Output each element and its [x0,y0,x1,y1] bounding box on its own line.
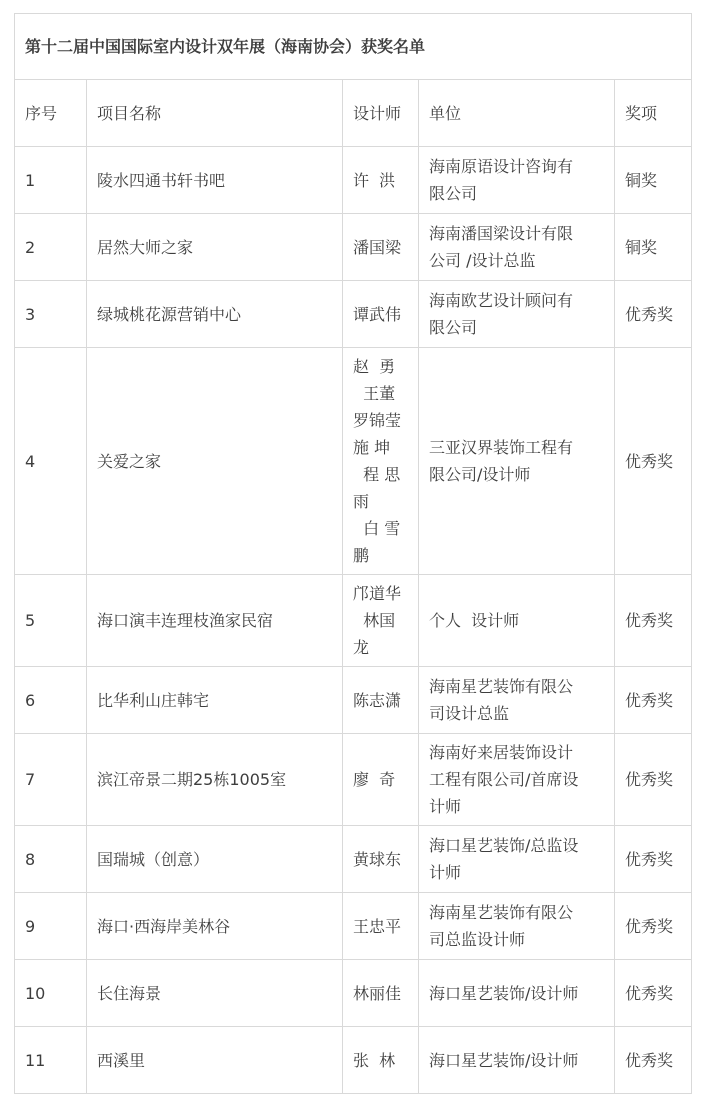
table-row [15,960,692,1027]
designer-line: 王忠平 [353,916,402,936]
designer-line: 谭武伟 [353,304,402,324]
cell-unit [419,667,615,734]
table-row [15,214,692,281]
cell-designer [343,575,419,667]
unit-line: 海南原语设计咨询有 [429,157,574,176]
table-row [15,575,692,667]
cell-no: 6 [15,667,87,734]
designer-line: 潘国梁 [353,237,402,257]
cell-award: 优秀奖 [615,960,692,1027]
cell-no: 10 [15,960,87,1027]
designer-line: 林丽佳 [353,983,402,1003]
header-no: 序号 [15,80,87,147]
unit-line: 海南好来居装饰设计 [429,743,574,762]
table-row [15,348,692,575]
unit-line: 海南欧艺设计顾问有 [429,291,574,310]
designer-line: 雨 [353,492,370,511]
cell-unit [419,960,615,1027]
cell-project: 海口·西海岸美林谷 [87,893,343,960]
unit-line: 工程有限公司/首席设 [429,770,579,789]
unit-line: 司设计总监 [429,704,510,723]
cell-project: 关爱之家 [87,348,343,575]
cell-unit [419,147,615,214]
designer-line: 林国 [353,611,396,630]
cell-no: 9 [15,893,87,960]
unit-line: 海口星艺装饰/设计师 [429,1050,579,1070]
unit-line: 海南星艺装饰有限公 [429,903,574,922]
cell-no: 7 [15,734,87,826]
designer-line: 施 坤 [353,438,391,457]
designer-line: 白 雪 [353,519,401,538]
cell-unit [419,826,615,893]
unit-line: 计师 [429,863,462,882]
cell-no: 8 [15,826,87,893]
cell-award: 优秀奖 [615,734,692,826]
header-designer: 设计师 [343,80,419,147]
header-project: 项目名称 [87,80,343,147]
header-row [15,80,692,147]
unit-line: 个人 设计师 [429,611,520,630]
designer-line: 龙 [353,638,370,657]
cell-project: 长住海景 [87,960,343,1027]
unit-line: 海南潘国梁设计有限 [429,224,574,243]
designer-line: 黄球东 [353,849,402,869]
designer-line: 赵 勇 [353,357,396,376]
cell-award: 优秀奖 [615,667,692,734]
table-row [15,667,692,734]
cell-designer [343,1027,419,1094]
unit-line: 海口星艺装饰/设计师 [429,983,579,1003]
cell-designer [343,667,419,734]
cell-designer [343,214,419,281]
unit-line: 海口星艺装饰/总监设 [429,836,579,855]
unit-line: 海南星艺装饰有限公 [429,677,574,696]
cell-designer [343,147,419,214]
unit-line: 司总监设计师 [429,930,526,949]
cell-no: 5 [15,575,87,667]
table-row [15,893,692,960]
designer-line: 张 林 [353,1050,396,1070]
cell-no: 11 [15,1027,87,1094]
unit-line: 三亚汉界装饰工程有 [429,438,574,457]
cell-project: 居然大师之家 [87,214,343,281]
cell-unit [419,214,615,281]
cell-designer [343,826,419,893]
cell-unit [419,1027,615,1094]
table-row [15,826,692,893]
cell-project: 比华利山庄韩宅 [87,667,343,734]
cell-award: 优秀奖 [615,893,692,960]
cell-award: 铜奖 [615,214,692,281]
header-unit: 单位 [419,80,615,147]
cell-project: 国瑞城（创意） [87,826,343,893]
title-row [15,14,692,80]
cell-project: 滨江帝景二期25栋1005室 [87,734,343,826]
award-table [14,13,692,1094]
cell-award: 优秀奖 [615,826,692,893]
award-list-container [14,13,692,1094]
cell-unit [419,734,615,826]
designer-line: 邝道华 [353,584,402,603]
designer-line: 廖 奇 [353,770,396,789]
cell-award: 优秀奖 [615,575,692,667]
cell-designer [343,893,419,960]
cell-no: 3 [15,281,87,348]
designer-line: 王董 [353,384,396,403]
cell-designer [343,960,419,1027]
cell-unit [419,575,615,667]
designer-line: 程 思 [353,465,401,484]
table-title: 第十二届中国国际室内设计双年展（海南协会）获奖名单 [15,14,692,80]
designer-line: 鹏 [353,546,370,565]
cell-unit [419,893,615,960]
cell-unit [419,281,615,348]
cell-no: 1 [15,147,87,214]
designer-line: 罗锦莹 [353,411,402,430]
cell-project: 陵水四通书轩书吧 [87,147,343,214]
cell-award: 优秀奖 [615,348,692,575]
unit-line: 限公司 [429,318,478,337]
designer-line: 陈志潇 [353,690,402,710]
cell-designer [343,281,419,348]
unit-line: 公司 /设计总监 [429,251,536,270]
cell-no: 4 [15,348,87,575]
cell-project: 绿城桃花源营销中心 [87,281,343,348]
cell-award: 铜奖 [615,147,692,214]
cell-designer [343,348,419,575]
cell-award: 优秀奖 [615,281,692,348]
cell-no: 2 [15,214,87,281]
cell-award: 优秀奖 [615,1027,692,1094]
table-row [15,1027,692,1094]
cell-unit [419,348,615,575]
table-row [15,734,692,826]
header-award: 奖项 [615,80,692,147]
cell-project: 海口演丰连理枝渔家民宿 [87,575,343,667]
cell-designer [343,734,419,826]
table-row [15,147,692,214]
unit-line: 计师 [429,797,462,816]
unit-line: 限公司/设计师 [429,465,531,484]
designer-line: 许 洪 [353,170,396,190]
cell-project: 西溪里 [87,1027,343,1094]
unit-line: 限公司 [429,184,478,203]
table-row [15,281,692,348]
